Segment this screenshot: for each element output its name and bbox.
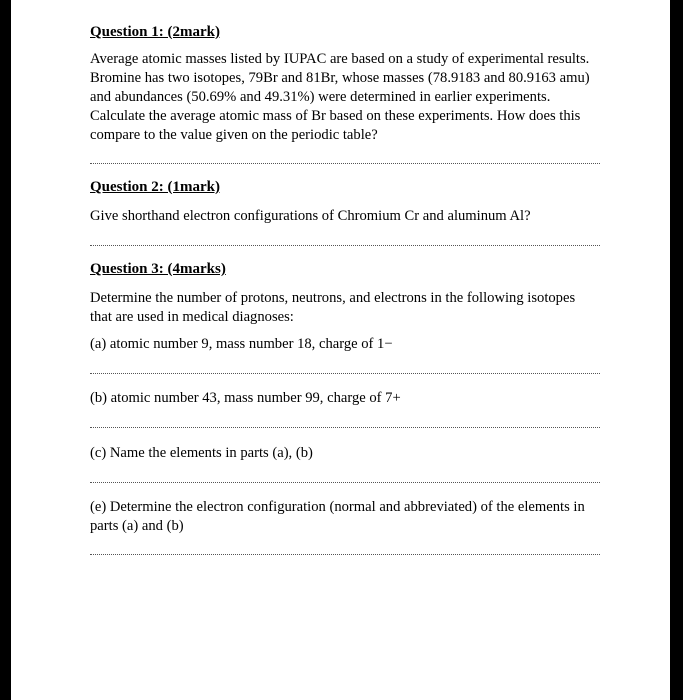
question-3-part-e: (e) Determine the electron configuration (normal and abbreviated) of the elements in parts (a) and (b) <box>90 499 585 534</box>
question-2-text: Give shorthand electron configurations of Chromium Cr and aluminum Al? <box>90 208 531 224</box>
answer-line-1 <box>90 161 600 164</box>
question-3-part-c: (c) Name the elements in parts (a), (b) <box>90 445 313 461</box>
answer-line-3a <box>90 371 600 374</box>
question-3-part-a: (a) atomic number 9, mass number 18, charge of 1− <box>90 336 393 352</box>
question-1-text: Average atomic masses listed by IUPAC are based on a study of experimental results. Bromine has two isotopes, 79Br and 81Br, whose masses (78.9183 and 80.9163 amu) and abundances (50.69% and 49.31%) were determined in earlier experiments. Calculate the average atomic mass of Br based on these experiments. How does this compare to the value given on the periodic table? <box>90 51 590 143</box>
question-1-title: Question 1: (2mark) <box>90 24 220 40</box>
question-3-title: Question 3: (4marks) <box>90 261 226 277</box>
answer-line-3b <box>90 425 600 428</box>
question-2-title: Question 2: (1mark) <box>90 179 220 195</box>
answer-line-2 <box>90 243 600 246</box>
answer-line-3c <box>90 480 600 483</box>
question-3-intro: Determine the number of protons, neutrons, and electrons in the following isotopes that are used in medical diagnoses: <box>90 290 576 325</box>
document-page <box>11 0 670 700</box>
question-3-part-b: (b) atomic number 43, mass number 99, charge of 7+ <box>90 390 401 406</box>
answer-line-3e <box>90 552 600 555</box>
